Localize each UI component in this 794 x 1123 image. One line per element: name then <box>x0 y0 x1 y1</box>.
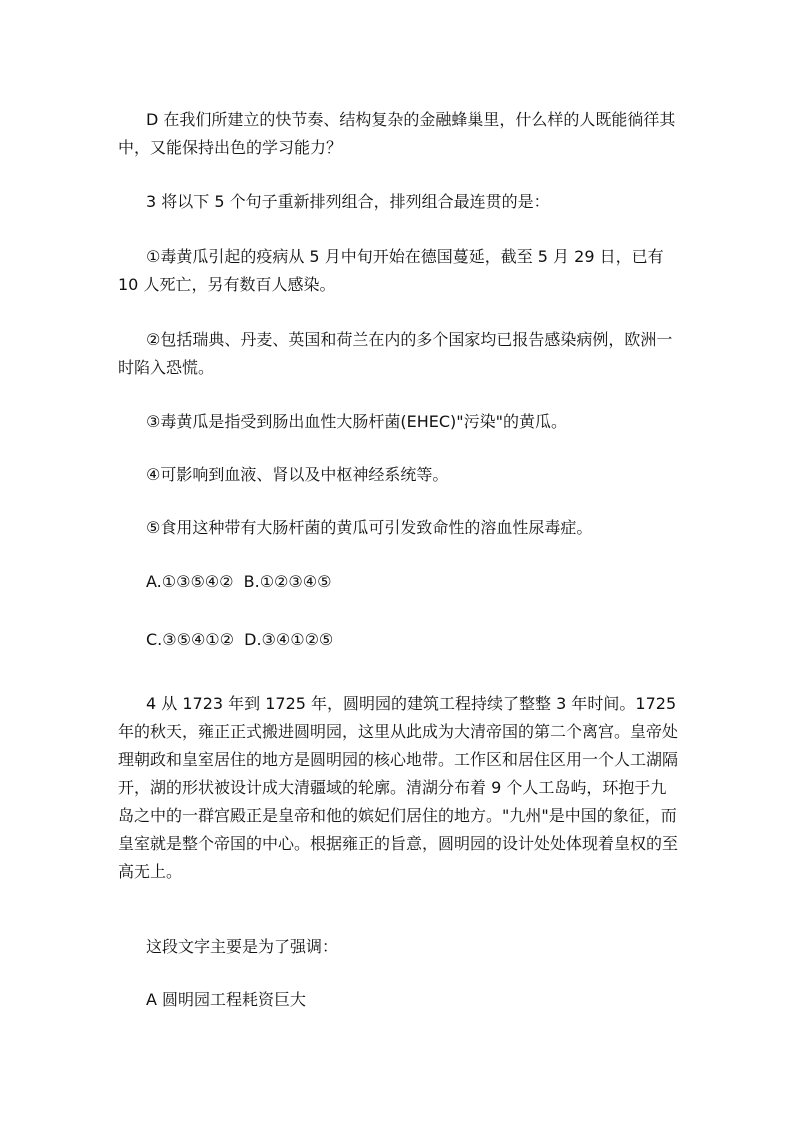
paragraph-text: D 在我们所建立的快节奏、结构复杂的金融蜂巢里，什么样的人既能徜徉其中，又能保持出色的学习能力？ <box>118 110 676 157</box>
paragraph-text: A.①③⑤④② B.①②③④⑤ <box>146 572 332 591</box>
sentence-3 <box>118 408 678 436</box>
paragraph-text: ②包括瑞典、丹麦、英国和荷兰在内的多个国家均已报告感染病例，欧洲一时陷入恐慌。 <box>118 330 673 377</box>
answer-options-ab <box>118 568 678 596</box>
paragraph-text: C.③⑤④①② D.③④①②⑤ <box>146 630 334 649</box>
sentence-4 <box>118 461 678 489</box>
option-d-paragraph <box>118 106 678 162</box>
sentence-5 <box>118 514 678 542</box>
paragraph-text: ⑤食用这种带有大肠杆菌的黄瓜可引发致命性的溶血性尿毒症。 <box>146 518 593 537</box>
paragraph-text: 4 从 1723 年到 1725 年，圆明园的建筑工程持续了整整 3 年时间。1725 年的秋天，雍正正式搬进圆明园，这里从此成为大清帝国的第二个离宫。皇帝处理朝政和皇室居住的地方是圆明园的核心地带。工作区和居住区用一个人工湖隔开，湖的形状被设计成大清疆域的轮廓。清湖分布着 9 个人工岛屿，环抱于九岛之中的一群宫殿正是皇帝和他的嫔妃们居住的地方。"九州"是中国的象征，而皇室就是整个帝国的中心。根据雍正的旨意，圆明园的设计处处体现着皇权的至高无上。 <box>118 694 682 881</box>
paragraph-text: A 圆明园工程耗资巨大 <box>146 990 307 1009</box>
paragraph-text: ①毒黄瓜引起的疫病从 5 月中旬开始在德国蔓延，截至 5 月 29 日，已有 10 人死亡，另有数百人感染。 <box>118 247 669 294</box>
sentence-1 <box>118 243 678 299</box>
question-4-prompt <box>118 933 678 961</box>
paragraph-text: ③毒黄瓜是指受到肠出血性大肠杆菌(EHEC)"污染"的黄瓜。 <box>146 412 567 431</box>
sentence-2 <box>118 326 678 382</box>
question-3-prompt <box>118 188 678 216</box>
question-4-option-a <box>118 986 678 1014</box>
paragraph-text: 3 将以下 5 个句子重新排列组合，排列组合最连贯的是： <box>146 192 550 211</box>
answer-options-cd <box>118 626 678 654</box>
paragraph-text: ④可影响到血液、肾以及中枢神经系统等。 <box>146 465 449 484</box>
question-4-passage <box>118 690 682 886</box>
paragraph-text: 这段文字主要是为了强调： <box>146 937 339 956</box>
